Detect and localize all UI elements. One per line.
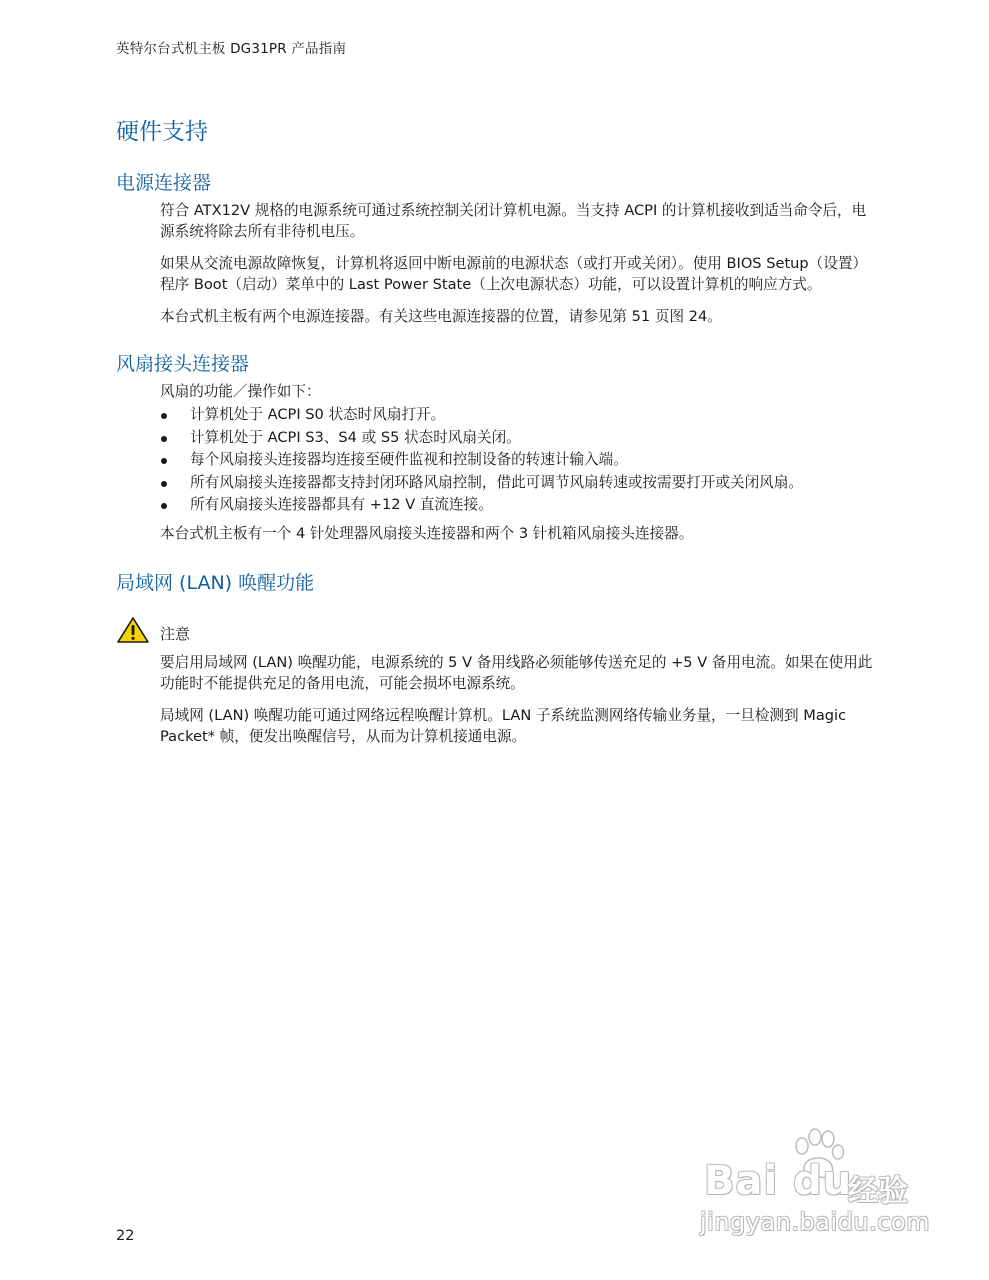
list-item-text: 计算机处于 ACPI S0 状态时风扇打开。: [190, 406, 446, 423]
list-item: [160, 404, 876, 427]
page-title: 硬件支持: [116, 119, 208, 145]
bullet-dot-icon: [161, 436, 167, 442]
bullet-list: [160, 404, 876, 517]
page-content: [116, 114, 876, 747]
paragraph: 局域网 (LAN) 唤醒功能可通过网络远程唤醒计算机。LAN 子系统监测网络传输业务量，一旦检测到 Magic Packet* 帧，便发出唤醒信号，从而为计算机接通电源。: [160, 706, 847, 745]
fan-headers-body: [160, 381, 876, 544]
bullet-dot-icon: [161, 413, 167, 419]
watermark-url: jingyan.baidu.com: [700, 1208, 930, 1236]
page-number: 22: [116, 1228, 135, 1244]
list-item: [160, 494, 876, 517]
paragraph: 本台式机主板有一个 4 针处理器风扇接头连接器和两个 3 针机箱风扇接头连接器。: [160, 524, 694, 542]
bullet-dot-icon: [161, 458, 167, 464]
section-title-fan-headers: 风扇接头连接器: [116, 353, 250, 375]
watermark-cn: 经验: [848, 1174, 908, 1209]
note-text: 要启用局域网 (LAN) 唤醒功能，电源系统的 5 V 备用线路必须能够传送充足的 +5 V 备用电流。如果在使用此功能时不能提供充足的备用电流，可能会损坏电源系统。: [160, 653, 873, 692]
wake-on-lan-body: [160, 652, 876, 747]
paragraph: 如果从交流电源故障恢复，计算机将返回中断电源前的电源状态（或打开或关闭）。使用 BIOS Setup（设置）程序 Boot（启动）菜单中的 Last Power State（上次电源状态）功能，可以设置计算机的响应方式。: [160, 255, 868, 293]
list-item-text: 所有风扇接头连接器都支持封闭环路风扇控制，借此可调节风扇转速或按需要打开或关闭风扇。: [190, 473, 803, 491]
running-header: 英特尔台式机主板 DG31PR 产品指南: [116, 41, 347, 57]
section-title-wake-on-lan: 局域网 (LAN) 唤醒功能: [116, 571, 315, 594]
list-item-text: 所有风扇接头连接器都具有 +12 V 直流连接。: [190, 496, 493, 513]
watermark-logo: [700, 1130, 940, 1245]
list-item: [160, 427, 876, 450]
bullet-dot-icon: [161, 503, 167, 509]
power-connectors-body: [160, 200, 876, 327]
warning-triangle-icon: [116, 616, 150, 644]
list-item: [160, 472, 876, 495]
list-item: [160, 449, 876, 472]
paragraph: 本台式机主板有两个电源连接器。有关这些电源连接器的位置，请参见第 51 页图 24。: [160, 308, 722, 325]
section-title-power-connectors: 电源连接器: [116, 172, 212, 194]
list-item-text: 计算机处于 ACPI S3、S4 或 S5 状态时风扇关闭。: [190, 428, 521, 446]
note-callout: [116, 616, 876, 648]
bullet-dot-icon: [161, 481, 167, 487]
paragraph: 风扇的功能／操作如下：: [160, 383, 321, 400]
list-item-text: 每个风扇接头连接器均连接至硬件监视和控制设备的转速计输入端。: [190, 451, 628, 468]
note-label: 注意: [160, 624, 191, 643]
paragraph: 符合 ATX12V 规格的电源系统可通过系统控制关闭计算机电源。当支持 ACPI 的计算机接收到适当命令后，电源系统将除去所有非待机电压。: [160, 202, 867, 240]
watermark-brand: Bai du: [704, 1158, 853, 1204]
